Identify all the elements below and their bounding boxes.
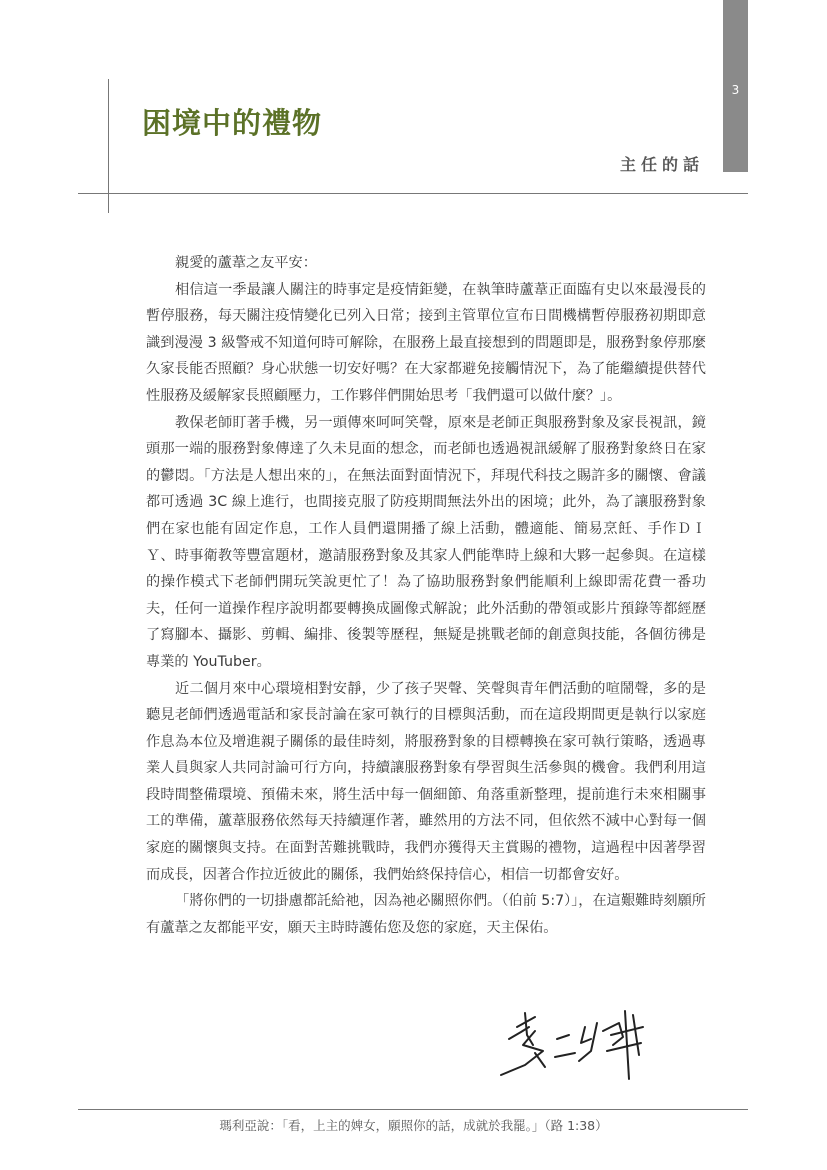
letter-greeting: 親愛的蘆葦之友平安：: [175, 255, 317, 271]
footer-rule: [78, 1109, 748, 1110]
footer-quote: 瑪利亞說：「看，上主的婢女，願照你的話，成就於我罷。」（路 1:38）: [219, 1118, 608, 1133]
letter-paragraph: 近二個月來中心環境相對安靜，少了孩子哭聲、笑聲與青年們活動的喧鬧聲，多的是聽見老師們透過電話和家長討論在家可執行的目標與活動，而在這段期間更是執行以家庭作息為本位及增進親子關係的最佳時刻，將服務對象的目標轉換在家可執行策略，透過專業人員與家人共同討論可行方向，持續讓服務對象有學習與生活參與的機會。我們利用這段時間整備環境、預備未來，將生活中每一個細節、角落重新整理，提前進行未來相關事工的準備，蘆葦服務依然每天持續運作著，雖然用的方法不同，但依然不減中心對每一個家庭的關懷與支持。在面對苦難挑戰時，我們亦獲得天主賞賜的禮物，這過程中因著學習而成長，因著合作拉近彼此的關係，我們始終保持信心，相信一切都會安好。: [146, 680, 706, 883]
letter-paragraph: 教保老師盯著手機，另一頭傳來呵呵笑聲，原來是老師正與服務對象及家長視訊，鏡頭那一端的服務對象傳達了久未見面的想念，而老師也透過視訊緩解了服務對象終日在家的鬱悶。「方法是人想出來的」，在無法面對面情況下，拜現代科技之賜許多的關懷、會議都可透過 3C 線上進行，也間接克服了防疫期間無法外出的困境；此外，為了讓服務對象們在家也能有固定作息，工作人員們還開播了線上活動，體適能、簡易烹飪、手作ＤＩＹ、時事衛教等豐富題材，邀請服務對象及其家人們能準時上線和大夥一起參與。在這樣的操作模式下老師們開玩笑說更忙了！為了協助服務對象們能順利上線即需花費一番功夫，任何一道操作程序說明都要轉換成圖像式解說；此外活動的帶領或影片預錄等都經歷了寫腳本、攝影、剪輯、編排、後製等歷程，無疑是挑戰老師的創意與技能，各個彷彿是專業的 YouTuber。: [146, 414, 706, 670]
page-title: 困境中的禮物: [142, 106, 323, 140]
signature: [495, 1005, 665, 1085]
header-horizontal-rule: [78, 193, 748, 194]
letter-body: [146, 250, 706, 941]
page-number: 3: [731, 83, 740, 97]
letter-paragraph: 相信這一季最讓人關注的時事定是疫情鉅變，在執筆時蘆葦正面臨有史以來最漫長的暫停服務，每天關注疫情變化已列入日常；接到主管單位宣布日間機構暫停服務初期即意識到漫漫 3 級警戒不知道何時可解除，在服務上最直接想到的問題即是，服務對象停那麼久家長能否照顧？身心狀態一切安好嗎？在大家都避免接觸情況下，為了能繼續提供替代性服務及緩解家長照顧壓力，工作夥伴們開始思考「我們還可以做什麼？」。: [146, 281, 706, 404]
section-subtitle: 主任的話: [620, 155, 705, 174]
letter-paragraph: 「將你們的一切掛慮都託給祂，因為祂必關照你們。（伯前 5:7）」，在這艱難時刻願所有蘆葦之友都能平安，願天主時時護佑您及您的家庭，天主保佑。: [146, 893, 706, 936]
